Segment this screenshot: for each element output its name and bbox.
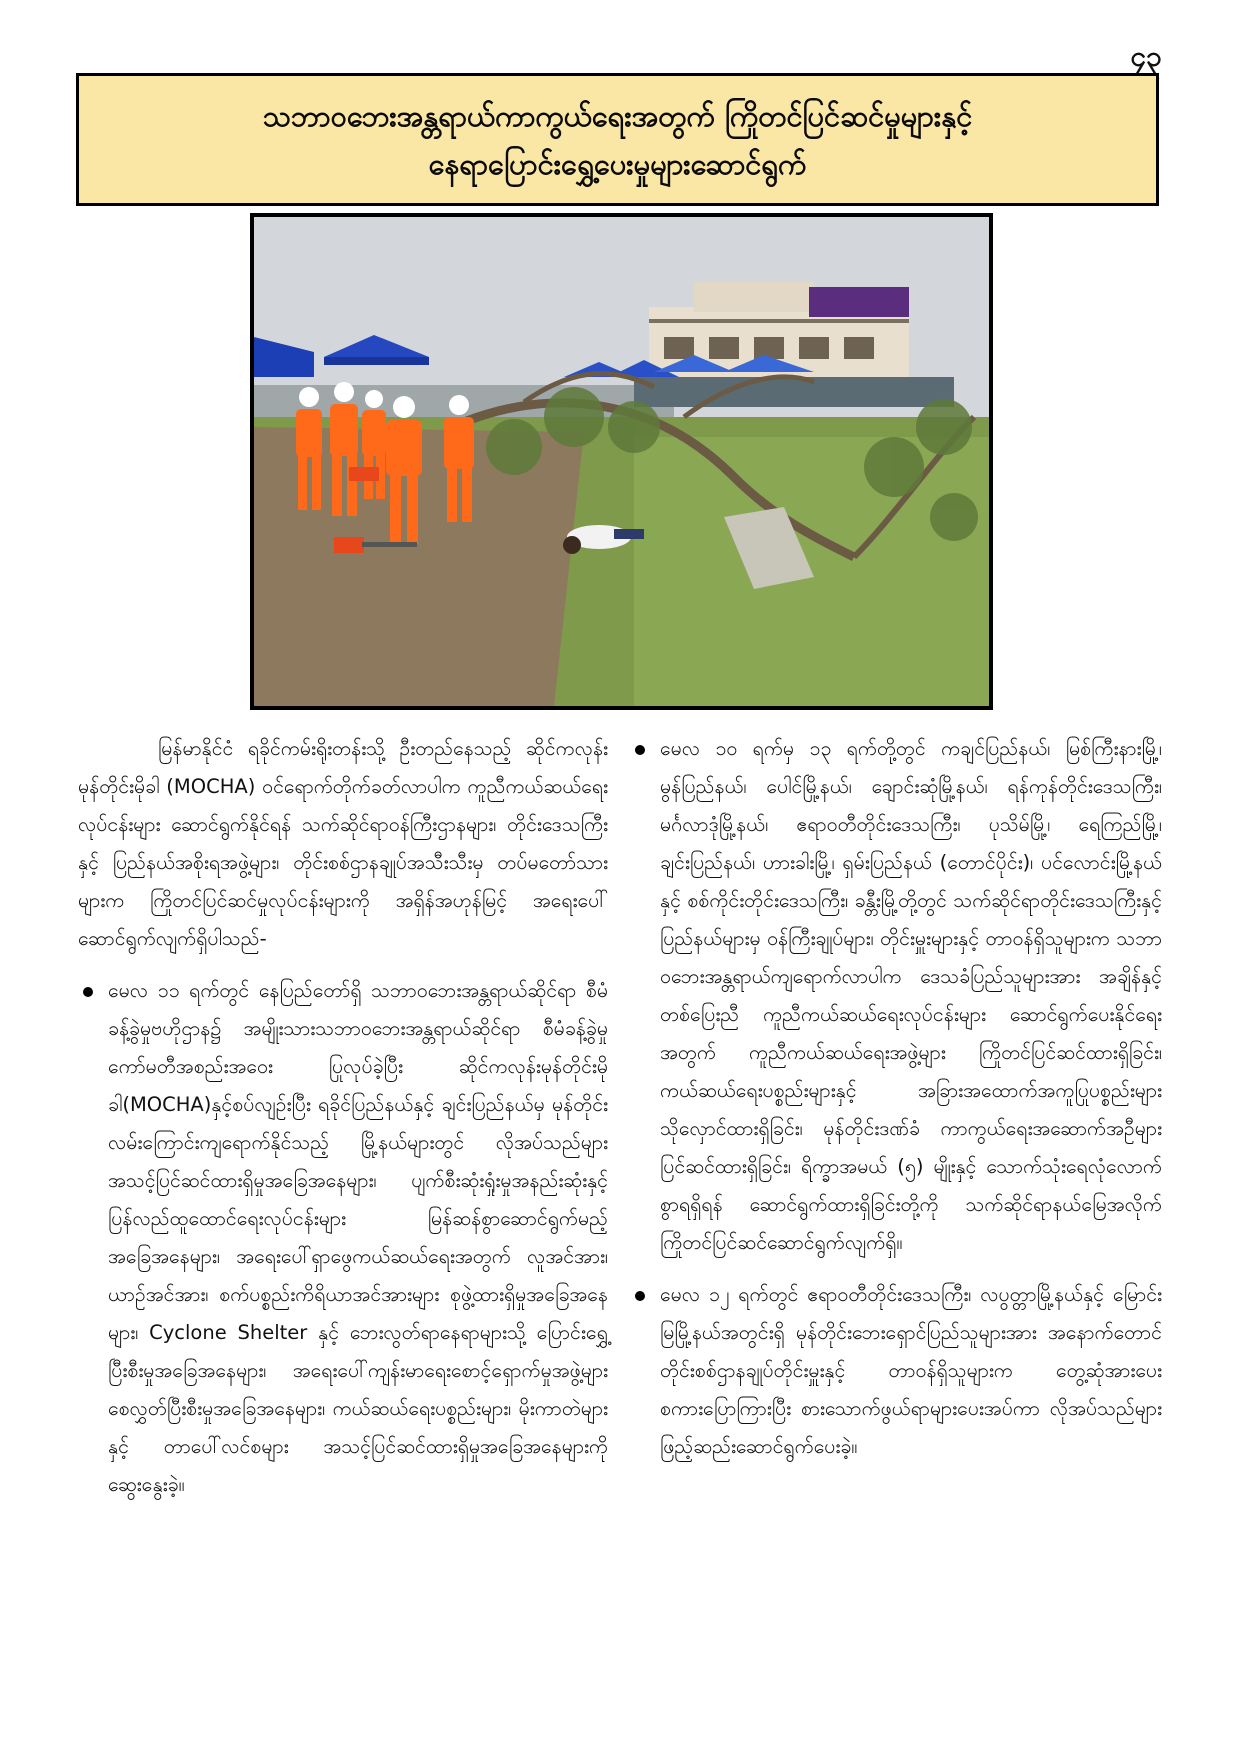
bullet-dot-icon xyxy=(635,1291,645,1301)
title-box xyxy=(76,73,1159,206)
bullet-dot-icon xyxy=(635,745,645,755)
page-number: ၄၃ xyxy=(1130,40,1162,73)
bullet-dot-icon xyxy=(83,987,93,997)
bullet-item-2 xyxy=(630,730,1162,1262)
rescue-drill-photo xyxy=(250,213,993,710)
right-column xyxy=(630,730,1162,1466)
bullet-item-3 xyxy=(630,1276,1162,1466)
bullet-item-1 xyxy=(78,972,608,1504)
left-column xyxy=(78,730,608,1504)
intro-paragraph: မြန်မာနိုင်ငံ ရခိုင်ကမ်းရိုးတန်းသို့ ဦးတည်နေသည့် ဆိုင်ကလုန်းမုန်တိုင်းမိုခါ (MOCHA) ဝင်ရောက်တိုက်ခတ်လာပါက ကူညီကယ်ဆယ်ရေးလုပ်ငန်းများ ဆောင်ရွက်နိုင်ရန် သက်ဆိုင်ရာဝန်ကြီးဌာနများ၊ တိုင်းဒေသကြီးနှင့် ပြည်နယ်အစိုးရအဖွဲ့များ၊ တိုင်းစစ်ဌာနချုပ်အသီးသီးမှ တပ်မတော်သားများက ကြိုတင်ပြင်ဆင်မှုလုပ်ငန်းများကို အရှိန်အဟုန်မြင့် အရေးပေါ်ဆောင်ရွက်လျက်ရှိပါသည်- xyxy=(78,737,608,950)
bullet-text-1: မေလ ၁၁ ရက်တွင် နေပြည်တော်ရှိ သဘာဝဘေးအန္တရာယ်ဆိုင်ရာ စီမံခန့်ခွဲမှုဗဟိုဌာန၌ အမျိုးသားသဘာဝဘေးအန္တရာယ်ဆိုင်ရာ စီမံခန့်ခွဲမှုကော်မတီအစည်းအဝေး ပြုလုပ်ခဲ့ပြီး ဆိုင်ကလုန်းမုန်တိုင်းမိုခါ(MOCHA)နှင့်စပ်လျဉ်းပြီး ရခိုင်ပြည်နယ်နှင့် ချင်းပြည်နယ်မှ မုန်တိုင်းလမ်းကြောင်းကျရောက်နိုင်သည့် မြို့နယ်များတွင် လိုအပ်သည်များ အသင့်ပြင်ဆင်ထားရှိမှုအခြေအနေများ၊ ပျက်စီးဆုံးရှုံးမှုအနည်းဆုံးနှင့် ပြန်လည်ထူထောင်ရေးလုပ်ငန်းများ မြန်ဆန်စွာဆောင်ရွက်မည့်အခြေအနေများ၊ အရေးပေါ်ရှာဖွေကယ်ဆယ်ရေးအတွက် လူအင်အား၊ ယာဉ်အင်အား၊ စက်ပစ္စည်းကိရိယာအင်အားများ စုဖွဲ့ထားရှိမှုအခြေအနေများ၊ Cyclone Shelter နှင့် ဘေးလွတ်ရာနေရာများသို့ ပြောင်းရွှေ့ပြီးစီးမှုအခြေအနေများ၊ အရေးပေါ်ကျန်းမာရေးစောင့်ရှောက်မှုအဖွဲ့များ စေလွှတ်ပြီးစီးမှုအခြေအနေများ၊ ကယ်ဆယ်ရေးပစ္စည်းများ၊ မိုးကာတဲများနှင့် တာပေါ်လင်စများ အသင့်ပြင်ဆင်ထားရှိမှုအခြေအနေများကို ဆွေးနွေးခဲ့။ xyxy=(108,979,608,1496)
title-line-2: နေရာပြောင်းရွှေ့ပေးမှုများဆောင်ရွက် xyxy=(428,146,807,181)
title-line-1: သဘာဝဘေးအန္တရာယ်ကာကွယ်ရေးအတွက် ကြိုတင်ပြင်ဆင်မှုများနှင့် xyxy=(262,98,973,133)
bullet-text-2: မေလ ၁၀ ရက်မှ ၁၃ ရက်တို့တွင် ကချင်ပြည်နယ်၊ မြစ်ကြီးနားမြို့၊ မွန်ပြည်နယ်၊ ပေါင်မြို့နယ်၊ ချောင်းဆုံမြို့နယ်၊ ရန်ကုန်တိုင်းဒေသကြီး၊ မင်္ဂလာဒုံမြို့နယ်၊ ဧရာဝတီတိုင်းဒေသကြီး၊ ပုသိမ်မြို့၊ ရေကြည်မြို့၊ ချင်းပြည်နယ်၊ ဟားခါးမြို့၊ ရှမ်းပြည်နယ် (တောင်ပိုင်း)၊ ပင်လောင်းမြို့နယ်နှင့် စစ်ကိုင်းတိုင်းဒေသကြီး၊ ခန္တီးမြို့တို့တွင် သက်ဆိုင်ရာတိုင်းဒေသကြီးနှင့် ပြည်နယ်များမှ ဝန်ကြီးချုပ်များ၊ တိုင်းမှူးများနှင့် တာဝန်ရှိသူများက သဘာဝဘေးအန္တရာယ်ကျရောက်လာပါက ဒေသခံပြည်သူများအား အချိန်နှင့်တစ်ပြေးညီ ကူညီကယ်ဆယ်ရေးလုပ်ငန်းများ ဆောင်ရွက်ပေးနိုင်ရေးအတွက် ကူညီကယ်ဆယ်ရေးအဖွဲ့များ ကြိုတင်ပြင်ဆင်ထားရှိခြင်း၊ ကယ်ဆယ်ရေးပစ္စည်းများနှင့် အခြားအထောက်အကူပြုပစ္စည်းများ သိုလှောင်ထားရှိခြင်း၊ မုန်တိုင်းဒဏ်ခံ ကာကွယ်ရေးအဆောက်အဦများ ပြင်ဆင်ထားရှိခြင်း၊ ရိက္ခာအမယ် (၅) မျိုးနှင့် သောက်သုံးရေလုံလောက်စွာရရှိရန် ဆောင်ရွက်ထားရှိခြင်းတို့ကို သက်ဆိုင်ရာနယ်မြေအလိုက် ကြိုတင်ပြင်ဆင်ဆောင်ရွက်လျက်ရှိ။ xyxy=(660,737,1162,1254)
photo-illustration xyxy=(254,217,989,706)
bullet-text-3: မေလ ၁၂ ရက်တွင် ဧရာဝတီတိုင်းဒေသကြီး၊ လပွတ္တာမြို့နယ်နှင့် မြောင်းမြမြို့နယ်အတွင်းရှိ မုန်တိုင်းဘေးရှောင်ပြည်သူများအား အနောက်တောင်တိုင်းစစ်ဌာနချုပ်တိုင်းမှူးနှင့် တာဝန်ရှိသူများက တွေ့ဆုံအားပေးစကားပြောကြားပြီး စားသောက်ဖွယ်ရာများပေးအပ်ကာ လိုအပ်သည်များ ဖြည့်ဆည်းဆောင်ရွက်ပေးခဲ့။ xyxy=(660,1283,1162,1458)
